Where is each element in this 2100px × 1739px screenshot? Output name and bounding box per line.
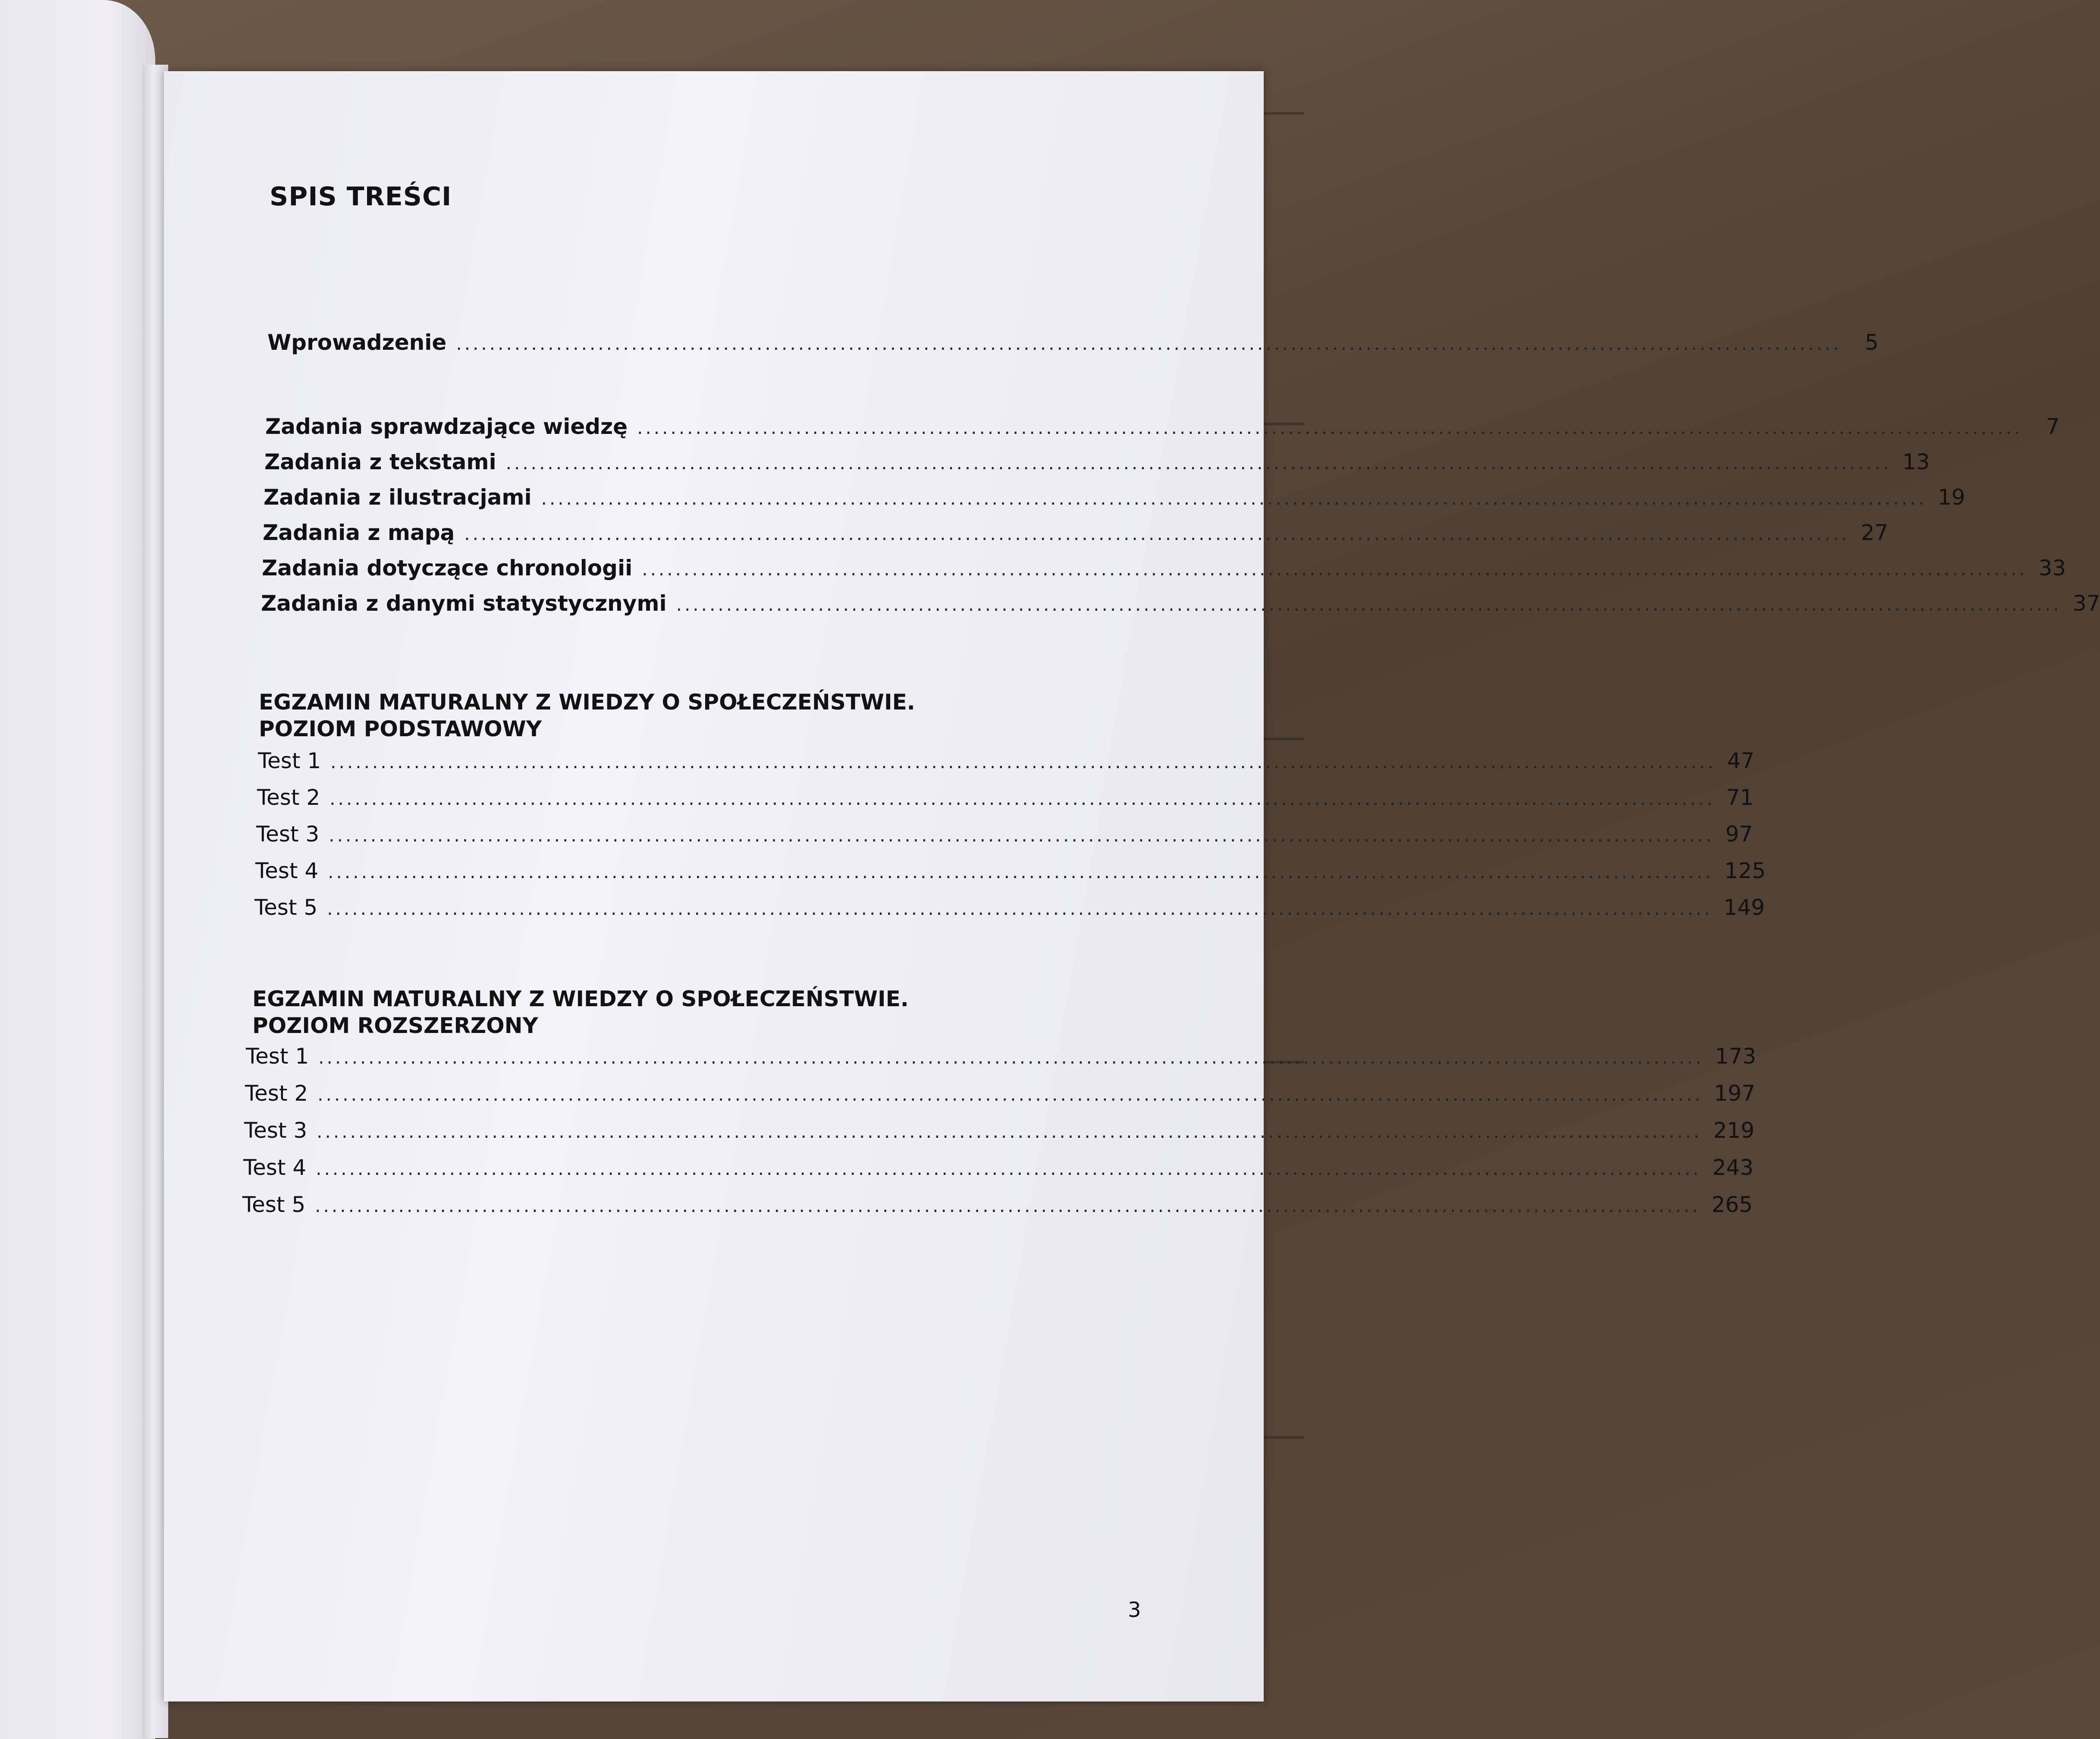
toc-entry-page: 47 [1727, 748, 1755, 773]
dot-leader: ...................................................................................................................................................................... [541, 488, 1927, 509]
toc-entry-page: 125 [1724, 858, 1766, 883]
page-title: SPIS TREŚCI [270, 182, 452, 212]
toc-entry-page: 71 [1726, 785, 1754, 810]
toc-entry-label: Zadania z ilustracjami [264, 485, 532, 510]
dot-leader: ...................................................................................................................................................................... [329, 825, 1714, 846]
toc-entry-page: 197 [1714, 1081, 1755, 1106]
toc-entry-label: Test 2 [245, 1081, 308, 1106]
toc-entry-page: 27 [1861, 520, 1889, 545]
toc-entry-page: 33 [2038, 556, 2066, 581]
section-heading-line: EGZAMIN MATURALNY Z WIEDZY O SPOŁECZEŃSTWIE. [259, 690, 915, 715]
toc-page [164, 71, 2100, 1701]
dot-leader: ...................................................................................................................................................................... [330, 788, 1715, 809]
toc-entry-test [255, 858, 1766, 888]
toc-entry-label: Test 2 [257, 785, 320, 810]
toc-entry-page: 97 [1725, 822, 1753, 847]
dot-leader: ...................................................................................................................................................................... [330, 751, 1716, 772]
toc-entry [264, 449, 1930, 480]
toc-entry-label: Zadania z danymi statystycznymi [261, 591, 667, 616]
dot-leader: ...................................................................................................................................................................... [637, 417, 2023, 438]
section-heading-line: EGZAMIN MATURALNY Z WIEDZY O SPOŁECZEŃSTWIE. [252, 986, 909, 1011]
toc-entry-test [243, 1155, 1754, 1185]
toc-entry-test [246, 1044, 1756, 1074]
toc-entry-label: Test 5 [254, 895, 318, 920]
dot-leader: ...................................................................................................................................................................... [317, 1121, 1702, 1142]
toc-entry-label: Test 4 [243, 1155, 307, 1180]
dot-leader: ...................................................................................................................................................................... [315, 1195, 1701, 1216]
section-heading-line: POZIOM PODSTAWOWY [259, 716, 542, 741]
toc-entry-label: Zadania dotyczące chronologii [262, 556, 633, 581]
dot-leader: ...................................................................................................................................................................... [327, 898, 1713, 919]
left-page [0, 0, 155, 1739]
toc-entry-page: 149 [1723, 895, 1765, 920]
toc-entry-page: 243 [1712, 1155, 1754, 1180]
toc-entry-page: 13 [1902, 449, 1930, 474]
toc-entry-label: Test 3 [244, 1118, 308, 1143]
toc-entry-test [257, 785, 1754, 815]
toc-entry [261, 591, 2100, 621]
dot-leader: ...................................................................................................................................................................... [328, 861, 1714, 882]
toc-entry [263, 520, 1889, 550]
toc-entry-label: Zadania z tekstami [264, 449, 496, 474]
dot-leader: ...................................................................................................................................................................... [318, 1047, 1704, 1068]
toc-entry [265, 414, 2060, 444]
section-heading-basic [259, 689, 915, 742]
toc-entry-test [244, 1118, 1755, 1148]
toc-entry-label: Test 1 [246, 1044, 309, 1069]
dot-leader: ...................................................................................................................................................................... [317, 1084, 1703, 1105]
dot-leader: ...................................................................................................................................................................... [642, 559, 2028, 580]
dot-leader: ...................................................................................................................................................................... [456, 333, 1842, 354]
toc-entry-label: Test 1 [258, 748, 321, 773]
toc-entry-page: 5 [1865, 330, 1879, 355]
toc-entry-page: 7 [2046, 414, 2060, 439]
dot-leader: ...................................................................................................................................................................... [316, 1158, 1701, 1179]
toc-entry-label: Test 5 [242, 1192, 306, 1217]
dot-leader: ...................................................................................................................................................................... [505, 452, 1891, 474]
toc-entry-label: Zadania sprawdzające wiedzę [265, 414, 628, 439]
toc-entry [264, 485, 1965, 515]
toc-entry-test [258, 748, 1755, 778]
section-heading-line: POZIOM ROZSZERZONY [252, 1013, 538, 1038]
toc-entry-page: 219 [1713, 1118, 1755, 1143]
toc-entry-label: Wprowadzenie [267, 330, 447, 355]
toc-entry-test [242, 1192, 1753, 1222]
toc-entry-test [256, 822, 1753, 852]
toc-entry-label: Test 4 [255, 858, 319, 883]
toc-entry-intro [267, 330, 1879, 360]
dot-leader: ...................................................................................................................................................................... [464, 523, 1850, 544]
toc-entry-page: 19 [1937, 485, 1965, 510]
toc-entry-page: 37 [2072, 591, 2100, 616]
toc-entry-label: Zadania z mapą [263, 520, 455, 545]
toc-entry [262, 556, 2066, 586]
toc-entry-label: Test 3 [256, 822, 320, 847]
section-heading-extended [252, 986, 909, 1039]
toc-entry-page: 265 [1711, 1192, 1753, 1217]
dot-leader: ...................................................................................................................................................................... [676, 594, 2062, 615]
toc-entry-test [254, 895, 1765, 925]
toc-entry-test [245, 1081, 1755, 1111]
page-number: 3 [1128, 1598, 1141, 1622]
toc-entry-page: 173 [1715, 1044, 1756, 1069]
